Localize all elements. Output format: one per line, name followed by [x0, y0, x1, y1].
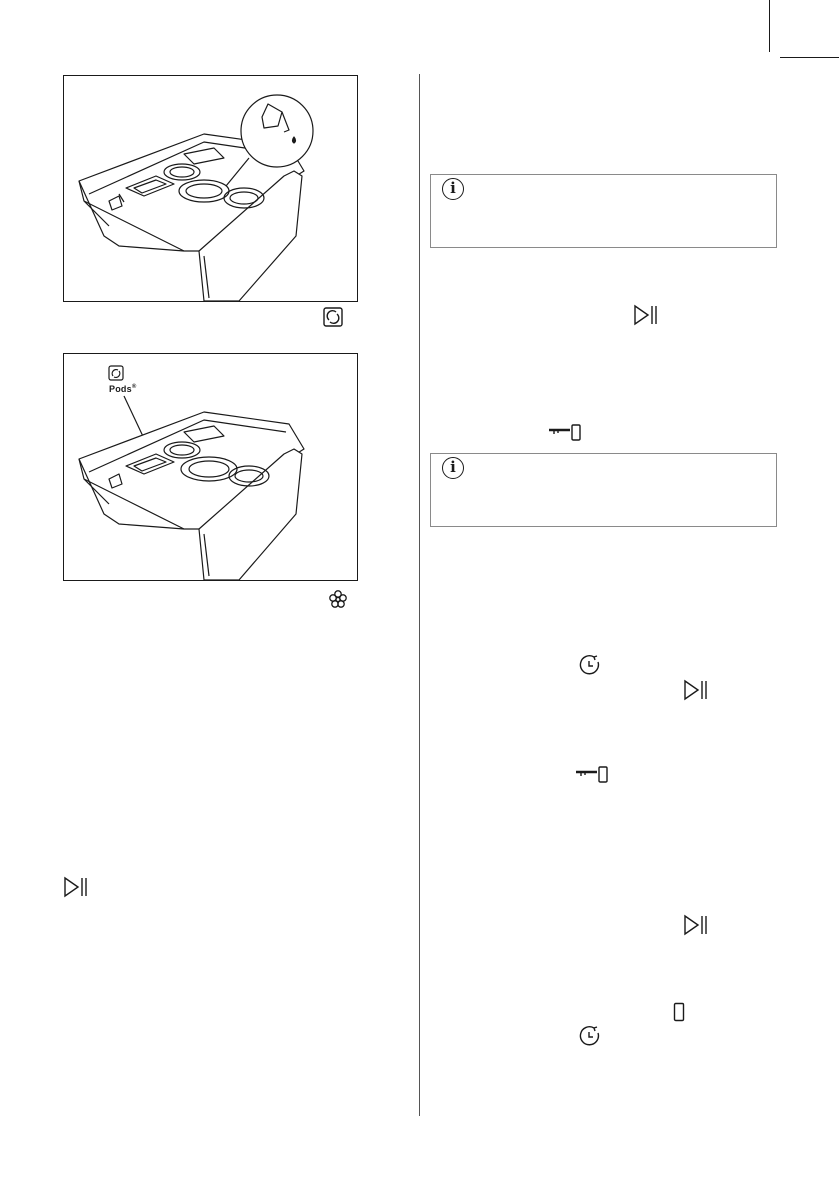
dispenser-drawer-illustration [64, 76, 359, 303]
figure-dispenser-pods [63, 353, 358, 581]
column-divider [419, 74, 420, 1116]
prewash-compartment-icon [323, 307, 343, 332]
info-icon: i [442, 178, 464, 200]
delay-start-clock-icon [578, 1025, 602, 1054]
crop-mark-top [769, 0, 770, 52]
start-pause-icon [633, 304, 659, 331]
child-lock-key-icon [575, 766, 609, 789]
delay-start-clock-icon [578, 654, 602, 683]
door-icon [673, 1002, 685, 1027]
softener-flower-icon [328, 589, 348, 614]
crop-mark-right [780, 57, 839, 58]
info-note-box [430, 174, 777, 248]
figure-dispenser-liquid-flap [63, 75, 358, 302]
info-icon: i [442, 457, 464, 479]
start-pause-icon [683, 679, 709, 706]
pods-compartment-label: Pods® [109, 384, 137, 394]
info-note-box [430, 453, 777, 527]
child-lock-key-icon [548, 424, 582, 447]
start-pause-icon [63, 876, 89, 903]
start-pause-icon [683, 914, 709, 941]
